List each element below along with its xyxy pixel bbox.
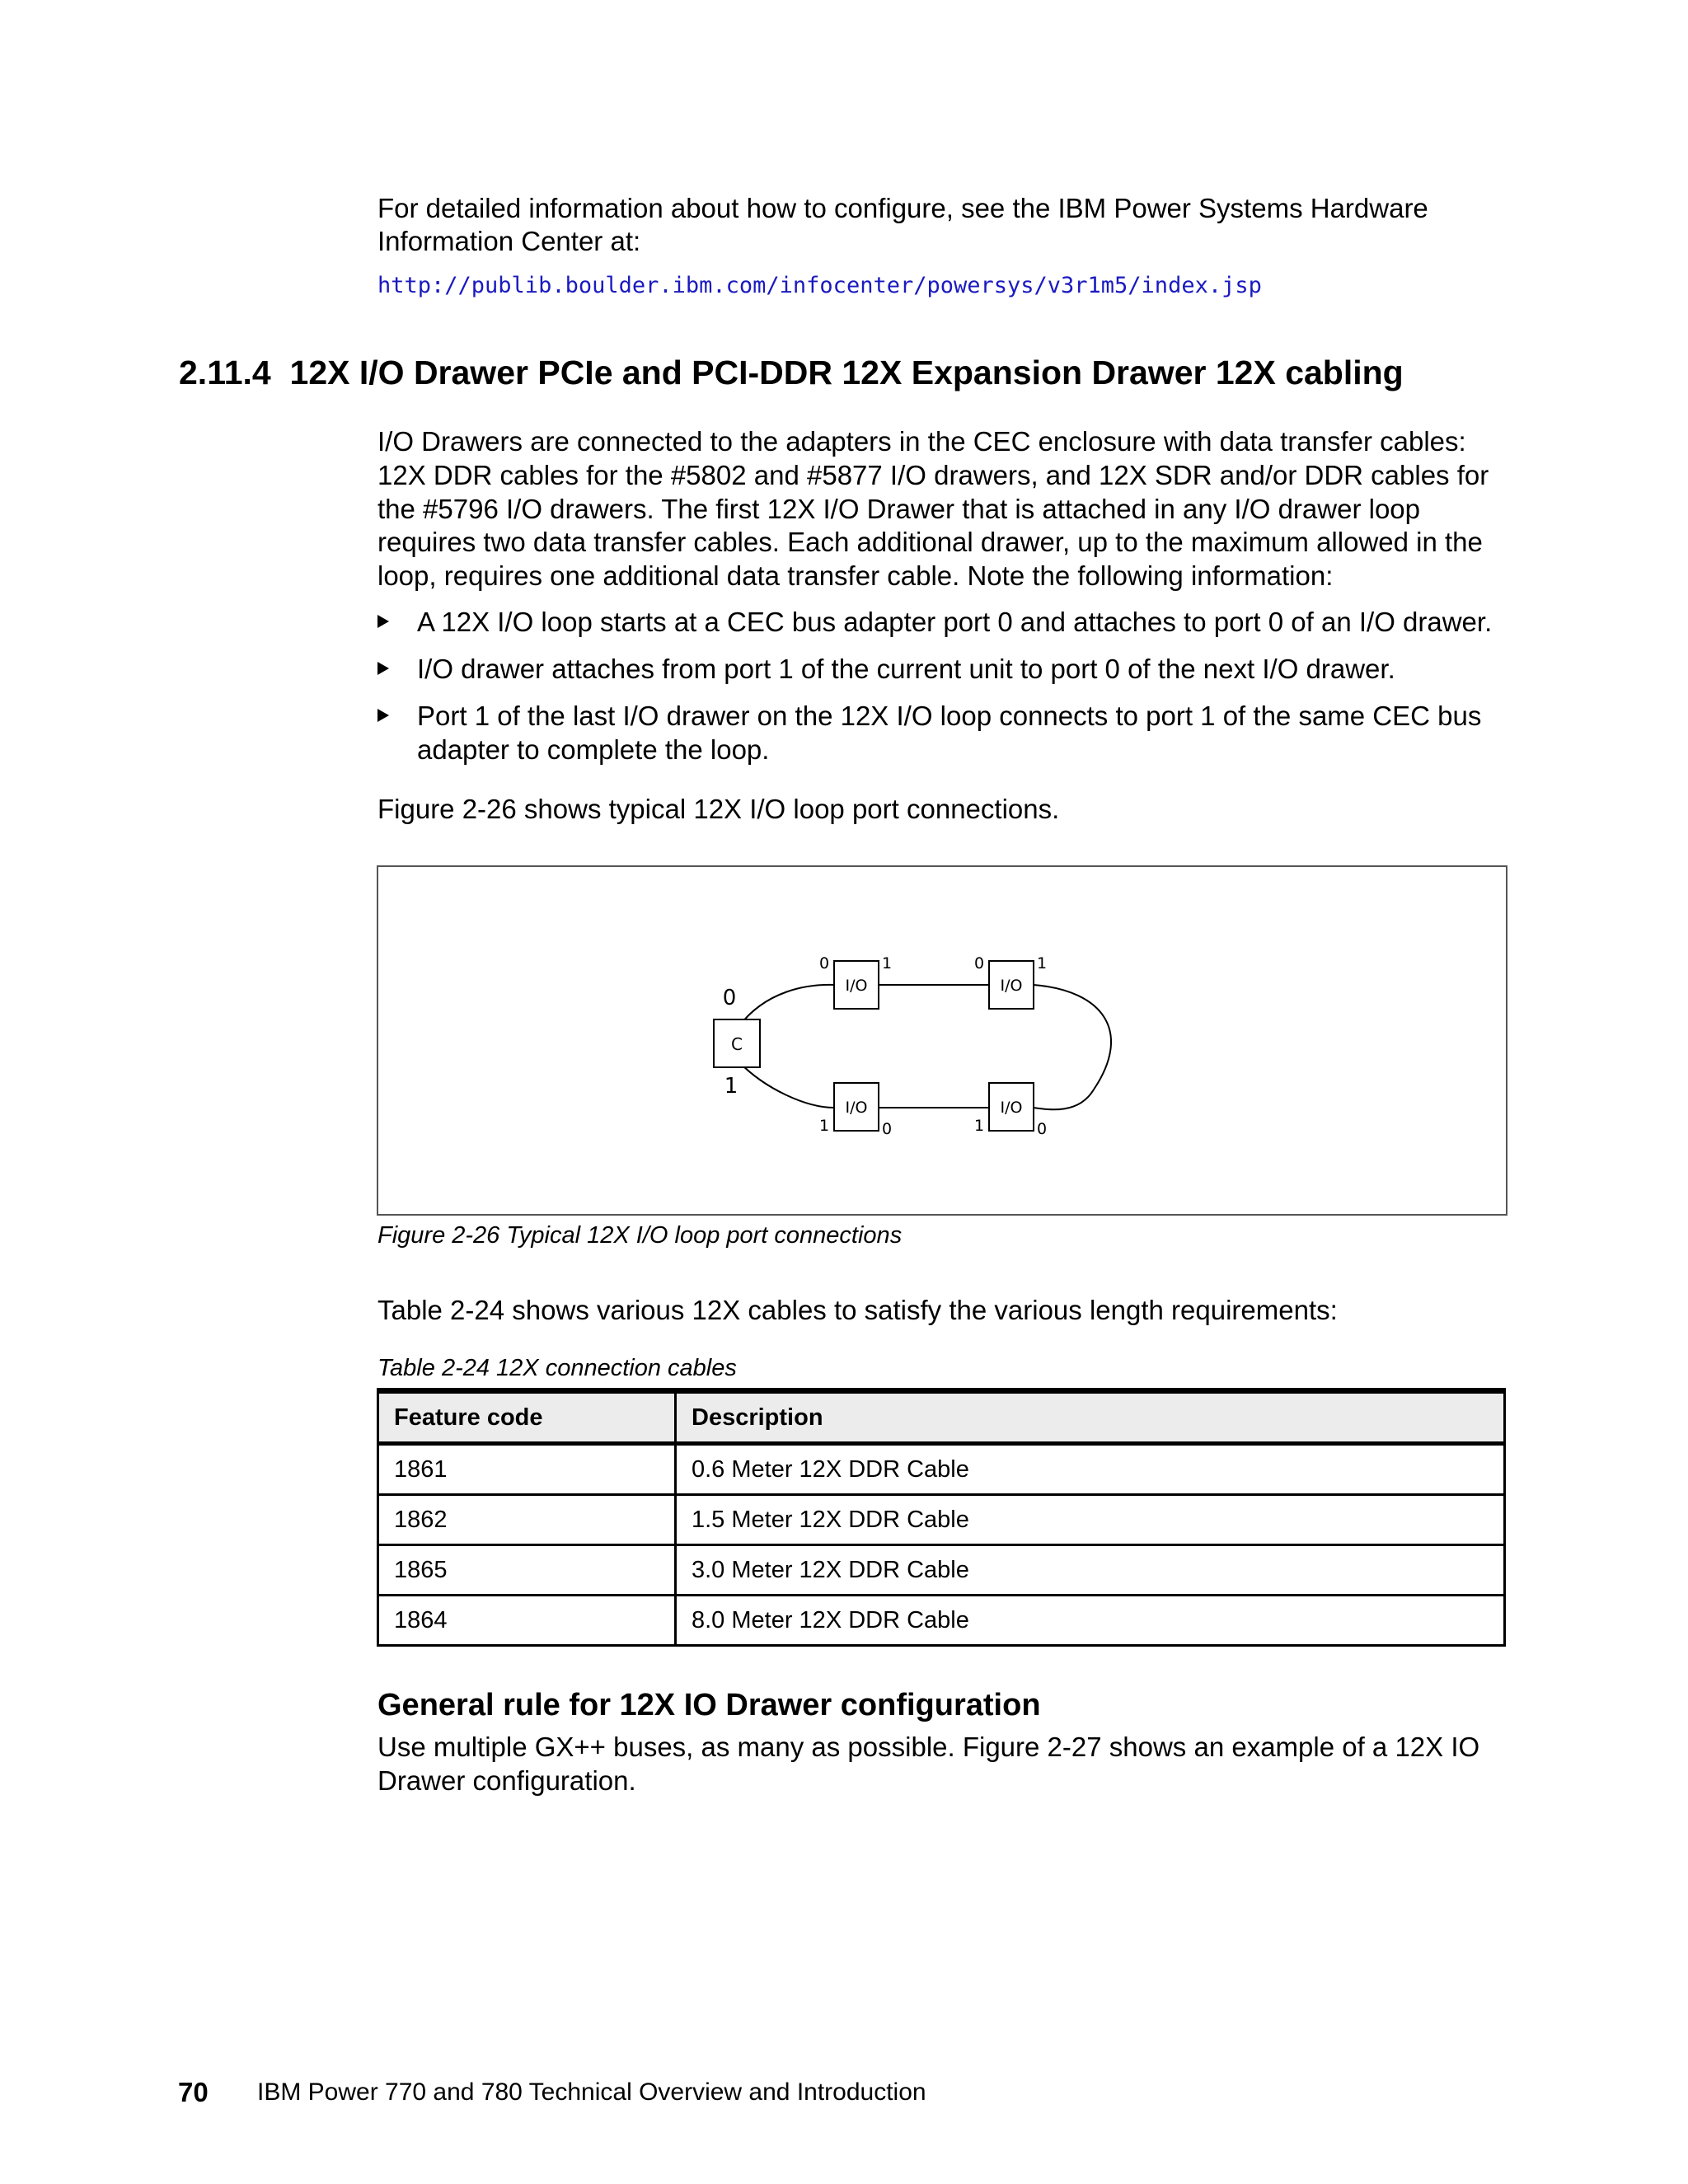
bullet-text: I/O drawer attaches from port 1 of the current unit to port 0 of the next I/O drawer.: [417, 654, 1395, 684]
table-row: [378, 1495, 1505, 1545]
page-number: 70: [178, 2077, 209, 2107]
feature-code-cell: 1861: [378, 1444, 676, 1495]
footer-title: IBM Power 770 and 780 Technical Overview and Introduction: [257, 2079, 926, 2106]
description-cell: 8.0 Meter 12X DDR Cable: [676, 1596, 1505, 1646]
table-row: [378, 1545, 1505, 1596]
body-line-2: 12X DDR cables for the #5802 and #5877 I/O drawers, and 12X SDR and/or DDR cables for: [377, 460, 1489, 490]
feature-code-cell: 1864: [378, 1596, 676, 1646]
port-1-label: 1: [973, 1117, 985, 1135]
loop-cables: [738, 985, 1111, 1109]
port-1-label: 1: [1036, 954, 1048, 972]
intro-line-2: Information Center at:: [377, 226, 641, 256]
table-caption: Table 2-24 12X connection cables: [377, 1355, 737, 1381]
section-number: 2.11.4: [179, 354, 271, 391]
io-drawer-bottom-right: [974, 1083, 1047, 1138]
table-row: [378, 1596, 1505, 1646]
bullet-arrow-icon: [377, 615, 389, 628]
cec-label: C: [731, 1034, 743, 1054]
general-rule-line-2: Drawer configuration.: [377, 1765, 636, 1796]
io-drawer-bottom-left: [819, 1083, 892, 1138]
bullet-text-continued: adapter to complete the loop.: [417, 734, 770, 765]
description-cell: 0.6 Meter 12X DDR Cable: [676, 1444, 1505, 1495]
bullet-text: A 12X I/O loop starts at a CEC bus adapter port 0 and attaches to port 0 of an I/O drawer.: [417, 607, 1493, 637]
io-label: I/O: [845, 1099, 868, 1117]
body-line-4: requires two data transfer cables. Each additional drawer, up to the maximum allowed in the: [377, 527, 1483, 557]
infocenter-link[interactable]: http://publib.boulder.ibm.com/infocenter/powersys/v3r1m5/index.jsp: [377, 273, 1262, 298]
section-title: 12X I/O Drawer PCIe and PCI-DDR 12X Expansion Drawer 12X cabling: [289, 354, 1404, 391]
bullet-arrow-icon: [377, 662, 389, 675]
port-1-label: 1: [881, 954, 893, 972]
io-label: I/O: [1000, 1099, 1023, 1117]
column-header-description: Description: [676, 1391, 1505, 1444]
cables-table: [377, 1388, 1506, 1647]
cec-port-0-label: 0: [722, 986, 737, 1010]
port-0-label: 0: [881, 1120, 893, 1138]
body-line-3: the #5796 I/O drawers. The first 12X I/O Drawer that is attached in any I/O drawer loop: [377, 494, 1421, 524]
cable-io3-to-cec1: [738, 1062, 834, 1108]
io-drawer-top-left: [819, 954, 892, 1009]
port-0-label: 0: [1036, 1120, 1048, 1138]
port-0-label: 0: [818, 954, 830, 972]
bullet-arrow-icon: [377, 709, 389, 722]
body-line-1: I/O Drawers are connected to the adapters in the CEC enclosure with data transfer cables:: [377, 426, 1466, 457]
table-intro: Table 2-24 shows various 12X cables to satisfy the various length requirements:: [377, 1295, 1338, 1325]
cable-io2-to-io4: [1034, 985, 1111, 1090]
description-cell: 3.0 Meter 12X DDR Cable: [676, 1545, 1505, 1596]
io-drawer-top-right: [974, 954, 1047, 1009]
loop-diagram: [378, 867, 1506, 1214]
feature-code-cell: 1862: [378, 1495, 676, 1545]
section-heading: [179, 352, 1404, 393]
cec-port-1-label: 1: [724, 1074, 738, 1099]
description-cell: 1.5 Meter 12X DDR Cable: [676, 1495, 1505, 1545]
io-label: I/O: [845, 977, 868, 995]
port-1-label: 1: [818, 1117, 830, 1135]
table-header-row: [378, 1391, 1505, 1444]
io-label: I/O: [1000, 977, 1023, 995]
cable-io4-back: [1034, 1090, 1094, 1109]
general-rule-heading: General rule for 12X IO Drawer configuration: [377, 1688, 1041, 1722]
figure-frame: [377, 865, 1507, 1216]
figure-intro: Figure 2-26 shows typical 12X I/O loop port connections.: [377, 794, 1060, 824]
table-row: [378, 1444, 1505, 1495]
general-rule-line-1: Use multiple GX++ buses, as many as possible. Figure 2-27 shows an example of a 12X IO: [377, 1732, 1480, 1762]
feature-code-cell: 1865: [378, 1545, 676, 1596]
intro-line-1: For detailed information about how to configure, see the IBM Power Systems Hardware: [377, 193, 1428, 223]
port-0-label: 0: [973, 954, 985, 972]
body-line-5: loop, requires one additional data transfer cable. Note the following information:: [377, 560, 1334, 591]
column-header-feature-code: Feature code: [378, 1391, 676, 1444]
bullet-text: Port 1 of the last I/O drawer on the 12X I/O loop connects to port 1 of the same CEC bus: [417, 701, 1482, 731]
figure-caption: Figure 2-26 Typical 12X I/O loop port connections: [377, 1222, 903, 1249]
